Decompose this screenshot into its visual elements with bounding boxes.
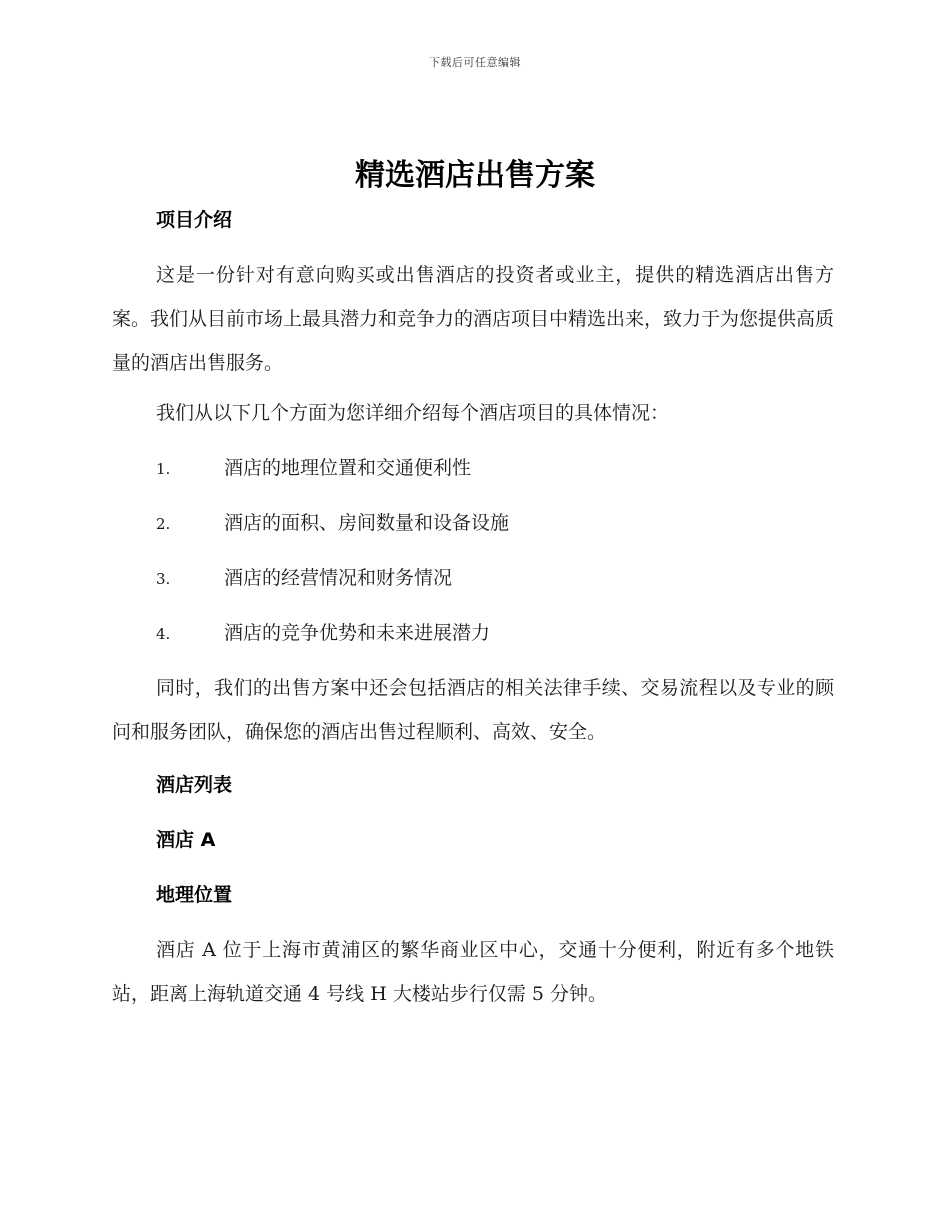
- intro-paragraph-2: 我们从以下几个方面为您详细介绍每个酒店项目的具体情况：: [156, 402, 670, 424]
- hotel-a-location-paragraph: 酒店 A 位于上海市黄浦区的繁华商业区中心，交通十分便利，附近有多个地铁站，距离上海轨道交通 4 号线 H 大楼站步行仅需 5 分钟。: [112, 939, 834, 1005]
- list-item: [156, 621, 490, 646]
- hotel-a-heading: 酒店 A: [156, 829, 216, 851]
- list-item: [156, 566, 452, 591]
- list-item-number: 4.: [156, 625, 171, 643]
- list-item-text: 酒店的竞争优势和未来进展潜力: [224, 622, 491, 644]
- header-note: 下载后可任意编辑: [429, 56, 521, 69]
- list-item-number: 3.: [156, 570, 171, 588]
- section-heading-intro: 项目介绍: [156, 209, 233, 231]
- document-title: 精选酒店出售方案: [355, 158, 595, 193]
- list-item-number: 2.: [156, 515, 171, 533]
- list-item-text: 酒店的经营情况和财务情况: [224, 567, 453, 589]
- list-item-text: 酒店的面积、房间数量和设备设施: [224, 512, 510, 534]
- section-heading-hotel-list: 酒店列表: [156, 774, 233, 796]
- list-item-text: 酒店的地理位置和交通便利性: [224, 457, 472, 479]
- list-item: [156, 511, 509, 536]
- hotel-a-subheading-location: 地理位置: [156, 884, 233, 906]
- intro-paragraph-1: 这是一份针对有意向购买或出售酒店的投资者或业主，提供的精选酒店出售方案。我们从目前市场上最具潜力和竞争力的酒店项目中精选出来，致力于为您提供高质量的酒店出售服务。: [112, 264, 835, 374]
- list-item-number: 1.: [156, 460, 171, 478]
- list-item: [156, 456, 471, 481]
- intro-paragraph-3: 同时，我们的出售方案中还会包括酒店的相关法律手续、交易流程以及专业的顾问和服务团队，确保您的酒店出售过程顺利、高效、安全。: [112, 677, 834, 743]
